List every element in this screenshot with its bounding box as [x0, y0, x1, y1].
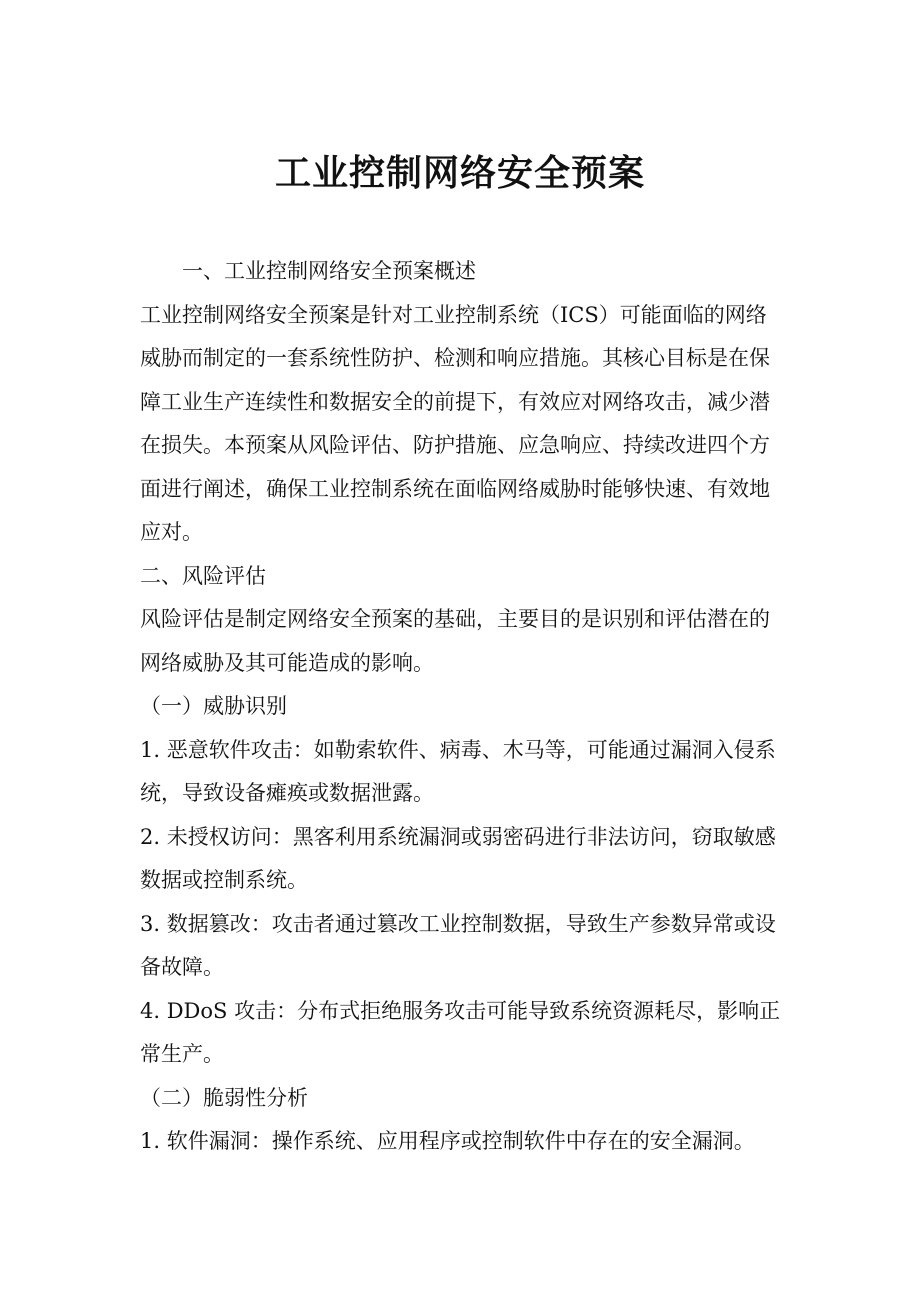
paragraph-risk-assessment: 风险评估是制定网络安全预案的基础，主要目的是识别和评估潜在的网络威胁及其可能造成的影响。 — [140, 607, 770, 675]
document-title: 工业控制网络安全预案 — [274, 153, 645, 194]
document-body — [140, 250, 785, 1164]
list-item: 1. 软件漏洞：操作系统、应用程序或控制软件中存在的安全漏洞。 — [140, 1129, 755, 1153]
section-heading-overview: 一、工业控制网络安全预案概述 — [182, 259, 476, 283]
list-item: 1. 恶意软件攻击：如勒索软件、病毒、木马等，可能通过漏洞入侵系统，导致设备瘫痪或数据泄露。 — [140, 737, 776, 805]
section-heading-risk-assessment: 二、风险评估 — [140, 563, 266, 588]
subsection-heading-threat-identification: （一）威胁识别 — [140, 694, 287, 718]
list-item: 3. 数据篡改：攻击者通过篡改工业控制数据，导致生产参数异常或设备故障。 — [140, 911, 776, 979]
list-item: 2. 未授权访问：黑客利用系统漏洞或弱密码进行非法访问，窃取敏感数据或控制系统。 — [140, 824, 776, 892]
paragraph-overview: 工业控制网络安全预案是针对工业控制系统（ICS）可能面临的网络威胁而制定的一套系统性防护、检测和响应措施。其核心目标是在保障工业生产连续性和数据安全的前提下，有效应对网络攻击，减少潜在损失。本预案从风险评估、防护措施、应急响应、持续改进四个方面进行阐述，确保工业控制系统在面临网络威胁时能够快速、有效地应对。 — [140, 302, 770, 544]
list-item: 4. DDoS 攻击：分布式拒绝服务攻击可能导致系统资源耗尽，影响正常生产。 — [140, 998, 781, 1066]
subsection-heading-vulnerability-analysis: （二）脆弱性分析 — [140, 1085, 308, 1110]
